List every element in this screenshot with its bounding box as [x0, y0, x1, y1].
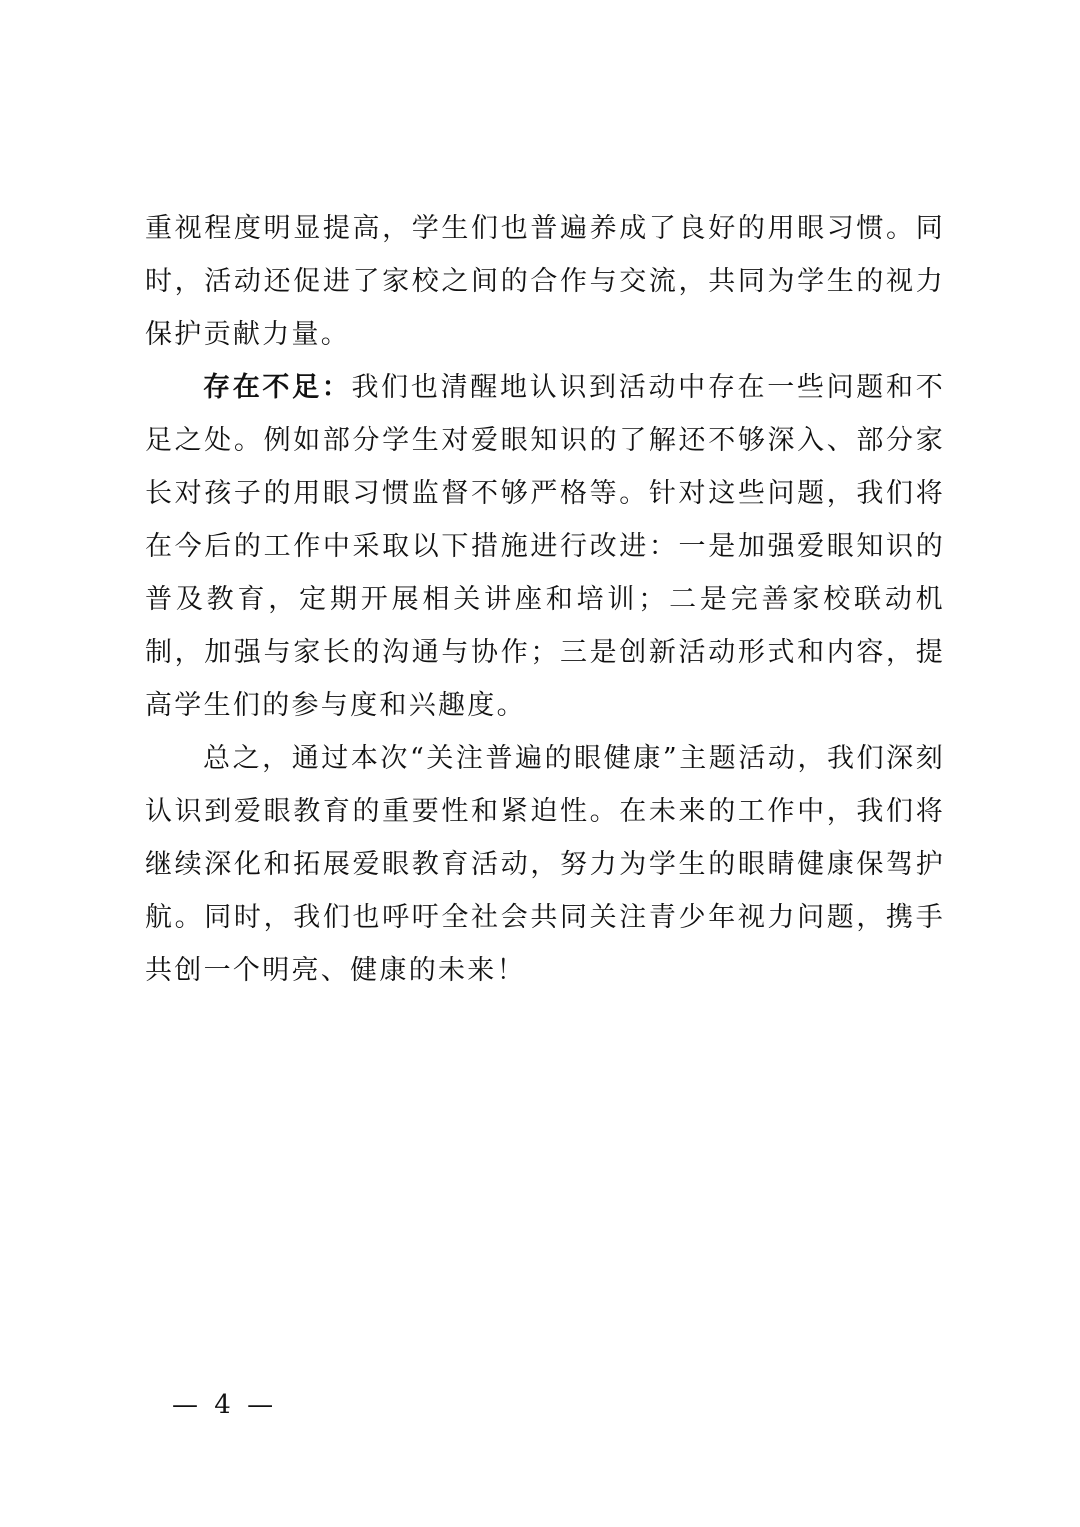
- paragraph-shortcomings: [145, 361, 945, 732]
- paragraph-continuation: [145, 202, 945, 361]
- document-body: [145, 202, 945, 997]
- paragraph-text: 我们也清醒地认识到活动中存在一些问题和不足之处。例如部分学生对爱眼知识的了解还不够深入、部分家长对孩子的用眼习惯监督不够严格等。针对这些问题，我们将在今后的工作中采取以下措施进行改进：一是加强爱眼知识的普及教育，定期开展相关讲座和培训；二是完善家校联动机制，加强与家长的沟通与协作；三是创新活动形式和内容，提高学生们的参与度和兴趣度。: [145, 372, 946, 721]
- paragraph-text: 总之，通过本次“关注普遍的眼健康”主题活动，我们深刻认识到爱眼教育的重要性和紧迫性。在未来的工作中，我们将继续深化和拓展爱眼教育活动，努力为学生的眼睛健康保驾护航。同时，我们也呼吁全社会共同关注青少年视力问题，携手共创一个明亮、健康的未来！: [145, 743, 945, 986]
- page-number: — 4 —: [172, 1390, 278, 1420]
- paragraph-text: 重视程度明显提高，学生们也普遍养成了良好的用眼习惯。同时，活动还促进了家校之间的合作与交流，共同为学生的视力保护贡献力量。: [145, 213, 945, 350]
- paragraph-lead-heading: 存在不足：: [203, 372, 352, 403]
- paragraph-conclusion: [145, 732, 945, 997]
